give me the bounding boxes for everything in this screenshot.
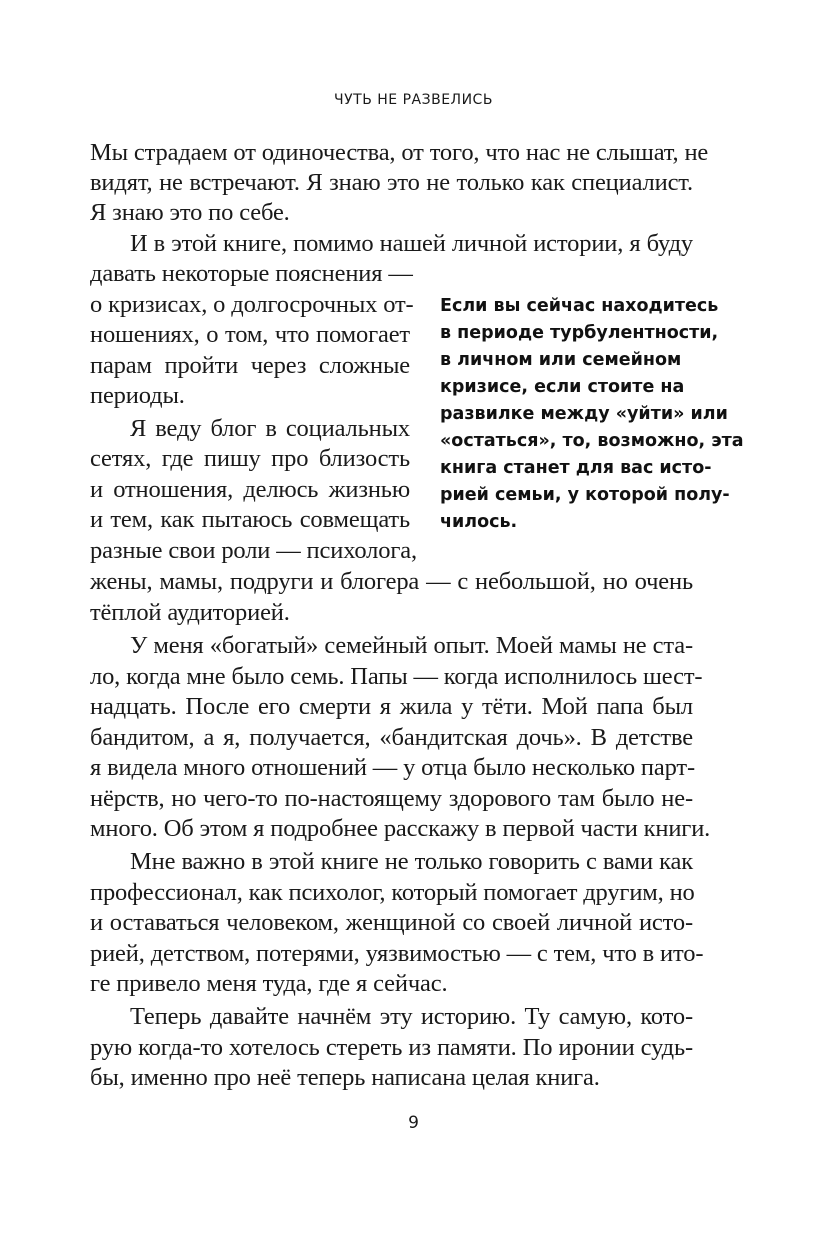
text-line: Я знаю это по себе. xyxy=(90,199,290,226)
text-line: Мне важно в этой книге не только говорить с вами как xyxy=(130,848,693,875)
text-line: Я веду блог в социальных xyxy=(130,415,410,442)
pull-quote-line: в периоде турбулентности, xyxy=(440,323,719,343)
pull-quote-line: «остаться», то, возможно, эта xyxy=(440,431,744,451)
text-line: рией, детством, потерями, уязвимостью — с тем, что в ито- xyxy=(90,940,704,967)
text-line: много. Об этом я подробнее расскажу в первой части книги. xyxy=(90,815,711,842)
text-line: У меня «богатый» семейный опыт. Моей мамы не ста- xyxy=(130,632,693,659)
text-line: и тем, как пытаюсь совмещать xyxy=(90,506,410,533)
pull-quote-line: развилке между «уйти» или xyxy=(440,404,728,424)
text-line: профессионал, как психолог, который помогает другим, но xyxy=(90,879,695,906)
text-line: И в этой книге, помимо нашей личной истории, я буду xyxy=(130,230,693,257)
text-line: ношениях, о том, что помогает xyxy=(90,321,410,348)
text-line: Теперь давайте начнём эту историю. Ту самую, кото- xyxy=(130,1003,693,1030)
text-line: ло, когда мне было семь. Папы — когда исполнилось шест- xyxy=(90,663,703,690)
text-line: парам пройти через сложные xyxy=(90,352,410,379)
text-line: видят, не встречают. Я знаю это не только как специалист. xyxy=(90,169,693,196)
page-number: 9 xyxy=(408,1113,419,1133)
text-line: Мы страдаем от одиночества, от того, что нас не слышат, не xyxy=(90,139,709,166)
text-line: и отношения, делюсь жизнью xyxy=(90,476,410,503)
text-line: нёрств, но чего-то по-настоящему здорового там было не- xyxy=(90,785,693,812)
text-line: и оставаться человеком, женщиной со своей личной исто- xyxy=(90,909,693,936)
pull-quote-line: рией семьи, у которой полу- xyxy=(440,485,730,505)
pull-quote-line: чилось. xyxy=(440,512,518,532)
text-line: рую когда-то хотелось стереть из памяти. По иронии судь- xyxy=(90,1034,693,1061)
text-line: давать некоторые пояснения — xyxy=(90,260,413,287)
text-line: ге привело меня туда, где я сейчас. xyxy=(90,970,448,997)
text-line: тёплой аудиторией. xyxy=(90,599,290,626)
pull-quote-line: книга станет для вас исто- xyxy=(440,458,712,478)
text-line: надцать. После его смерти я жила у тёти. Мой папа был xyxy=(90,693,693,720)
text-line: разные свои роли — психолога, xyxy=(90,537,417,564)
text-line: периоды. xyxy=(90,382,185,409)
text-line: о кризисах, о долгосрочных от- xyxy=(90,291,414,318)
pull-quote-line: Если вы сейчас находитесь xyxy=(440,296,719,316)
text-line: я видела много отношений — у отца было несколько парт- xyxy=(90,754,695,781)
text-line: бы, именно про неё теперь написана целая книга. xyxy=(90,1064,600,1091)
text-line: сетях, где пишу про близость xyxy=(90,445,410,472)
pull-quote xyxy=(440,293,744,536)
text-line: бандитом, а я, получается, «бандитская дочь». В детстве xyxy=(90,724,693,751)
pull-quote-line: кризисе, если стоите на xyxy=(440,377,685,397)
running-header: ЧУТЬ НЕ РАЗВЕЛИСЬ xyxy=(334,92,493,108)
text-line: жены, мамы, подруги и блогера — с небольшой, но очень xyxy=(90,568,693,595)
pull-quote-line: в личном или семейном xyxy=(440,350,682,370)
